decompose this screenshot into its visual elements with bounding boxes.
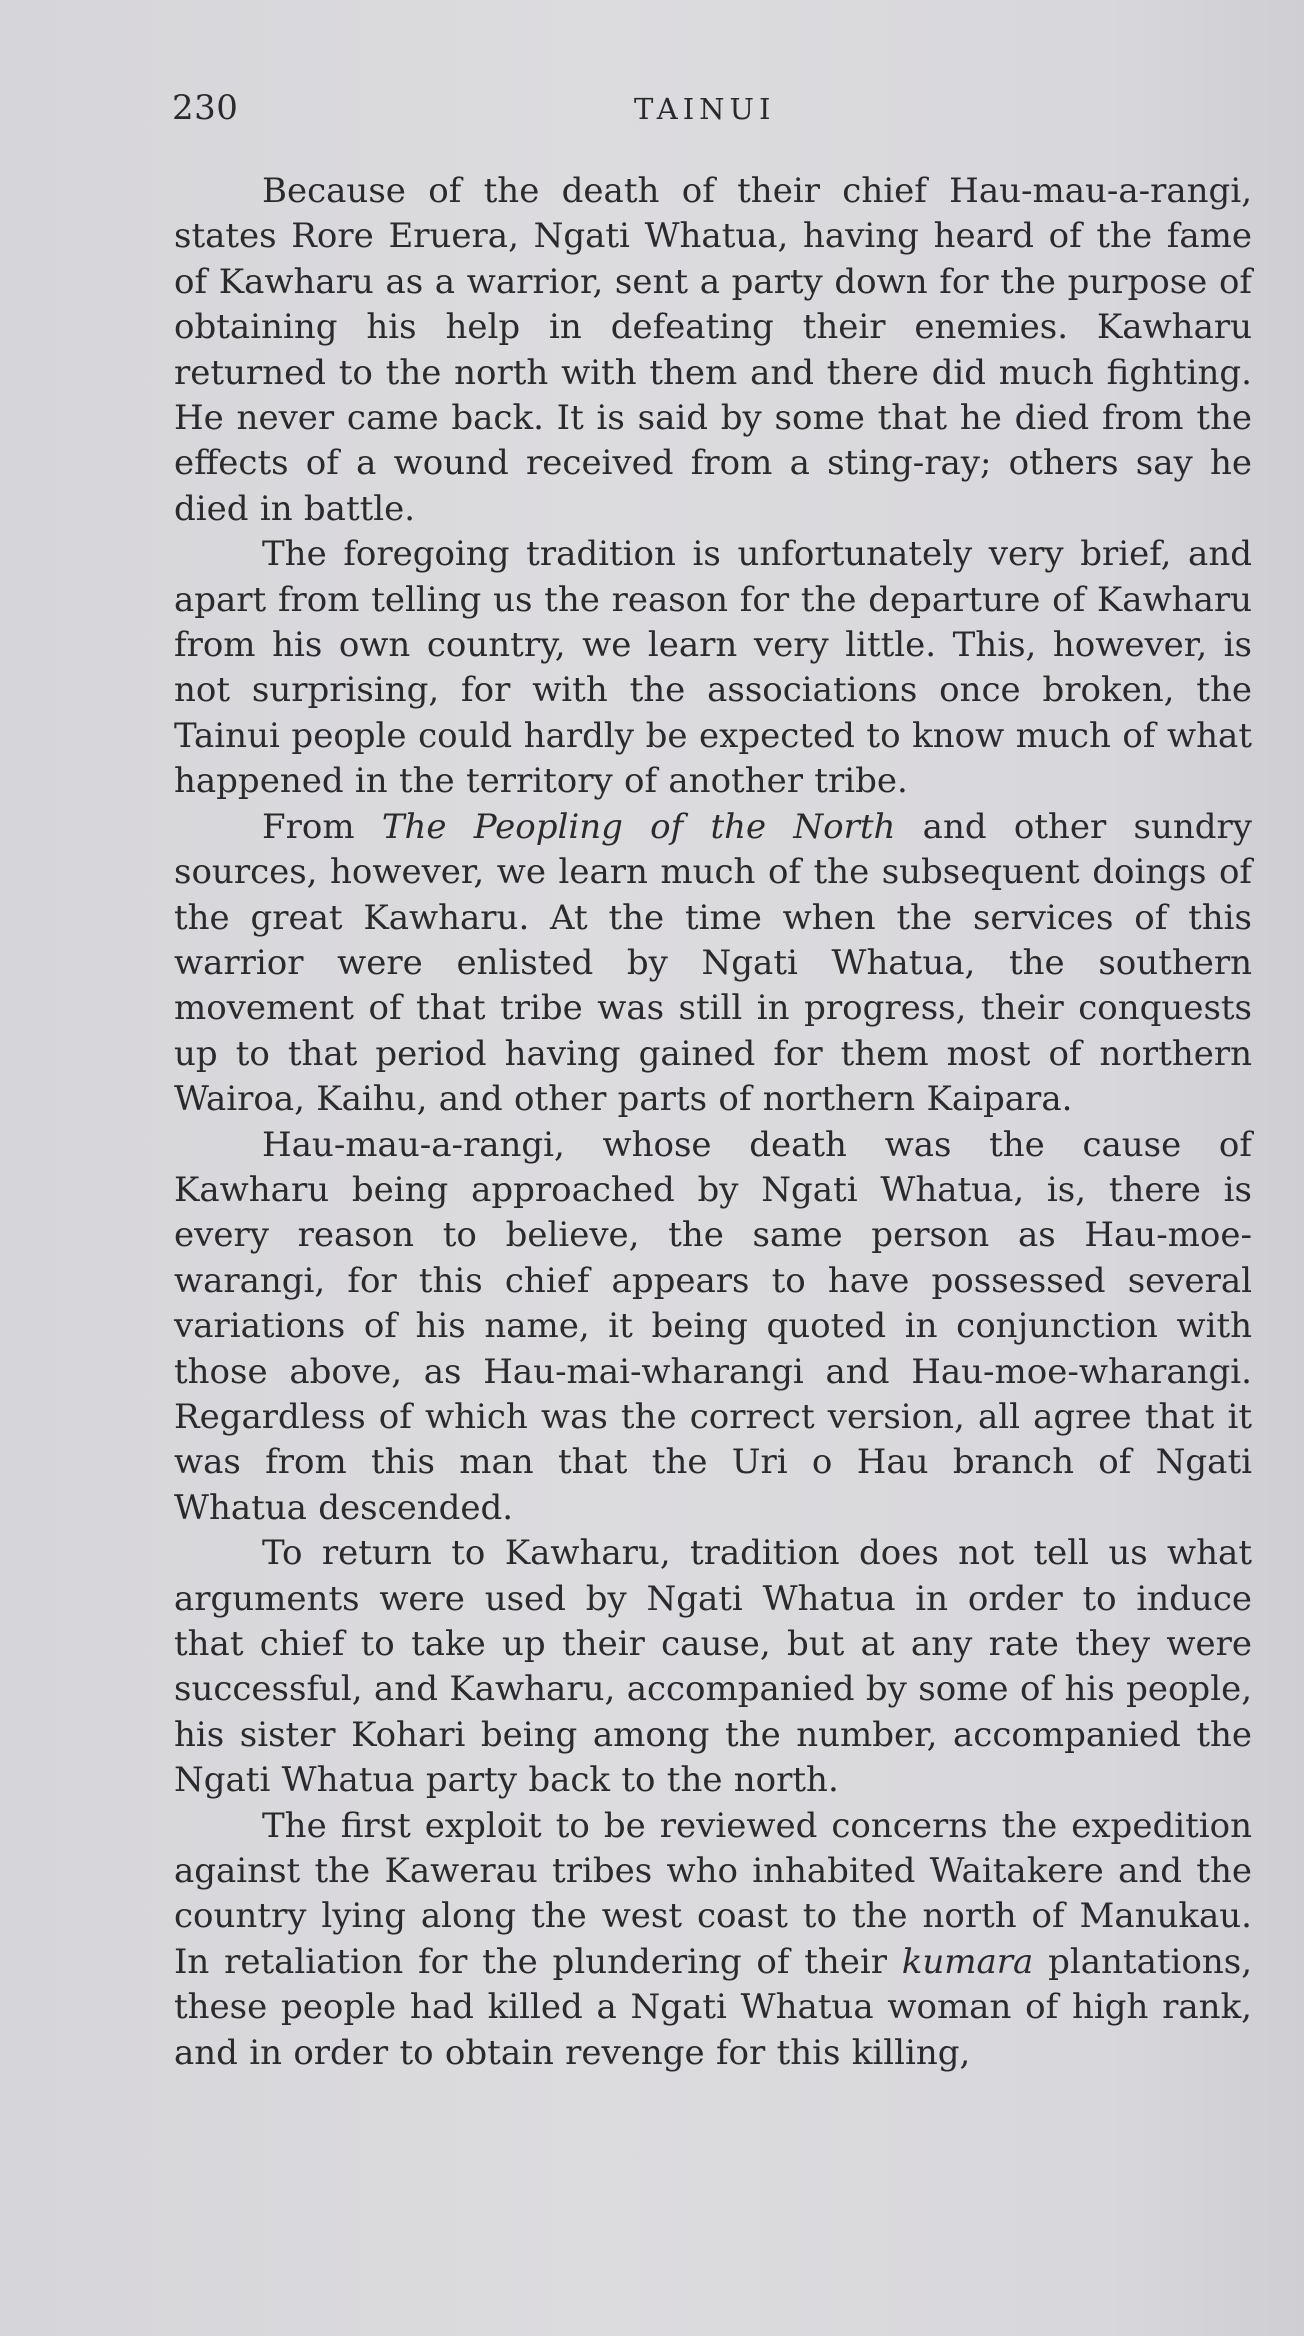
body-text — [174, 169, 1252, 2076]
paragraph-4: Hau-mau-a-rangi, whose death was the cause of Kawharu being approached by Ngati Whatua, is, there is every reason to believe, the same person as Hau-moe-warangi, for this chief appears to have possessed several variations of his name, it being quoted in conjunction with those above, as Hau-mai-wharangi and Hau-moe-wharangi. Regardless of which was the correct version, all agree that it was from this man that the Uri o Hau branch of Ngati Whatua descended. — [174, 1124, 1252, 1528]
paragraph-3-before: From — [262, 806, 382, 847]
kumara-italic: kumara — [901, 1941, 1034, 1982]
book-title-italic: The Peopling of the North — [381, 806, 896, 847]
paragraph-3-after: and other sundry sources, however, we learn much of the subsequent doings of the great Kawharu. At the time when the services of this warrior were enlisted by Ngati Whatua, the southern movement of that tribe was still in progress, their conquests up to that period having gained for them most of northern Wairoa, Kaihu, and other parts of northern Kaipara. — [174, 806, 1252, 1120]
paragraph-6 — [174, 1804, 1252, 2076]
paragraph-3 — [174, 805, 1252, 1123]
paragraph-1: Because of the death of their chief Hau-mau-a-rangi, states Rore Eruera, Ngati Whatua, having heard of the fame of Kawharu as a warrior, sent a party down for the purpose of obtaining his help in defeating their enemies. Kawharu returned to the north with them and there did much fighting. He never came back. It is said by some that he died from the effects of a wound received from a sting-ray; others say he died in battle. — [174, 171, 1252, 529]
page-number: 230 — [172, 88, 239, 128]
running-head: TAINUI — [634, 92, 776, 126]
paragraph-2: The foregoing tradition is unfortunately very brief, and apart from telling us the reason for the departure of Kawharu from his own country, we learn very little. This, however, is not surprising, for with the associations once broken, the Tainui people could hardly be expected to know much of what happened in the territory of another tribe. — [174, 534, 1252, 802]
paragraph-5: To return to Kawharu, tradition does not tell us what arguments were used by Ngati Whatua in order to induce that chief to take up their cause, but at any rate they were successful, and Kawharu, accompanied by some of his people, his sister Kohari being among the number, accompanied the Ngati Whatua party back to the north. — [174, 1533, 1252, 1801]
paragraph-6-before: The first exploit to be reviewed concerns the expedition against the Kawerau tribes who inhabited Waitakere and the country lying along the west coast to the north of Manukau. In retaliation for the plundering of their — [174, 1805, 1252, 1982]
paragraph-6-after: plantations, these people had killed a Ngati Whatua woman of high rank, and in order to obtain revenge for this killing, — [174, 1941, 1252, 2073]
page-header — [172, 88, 1252, 138]
